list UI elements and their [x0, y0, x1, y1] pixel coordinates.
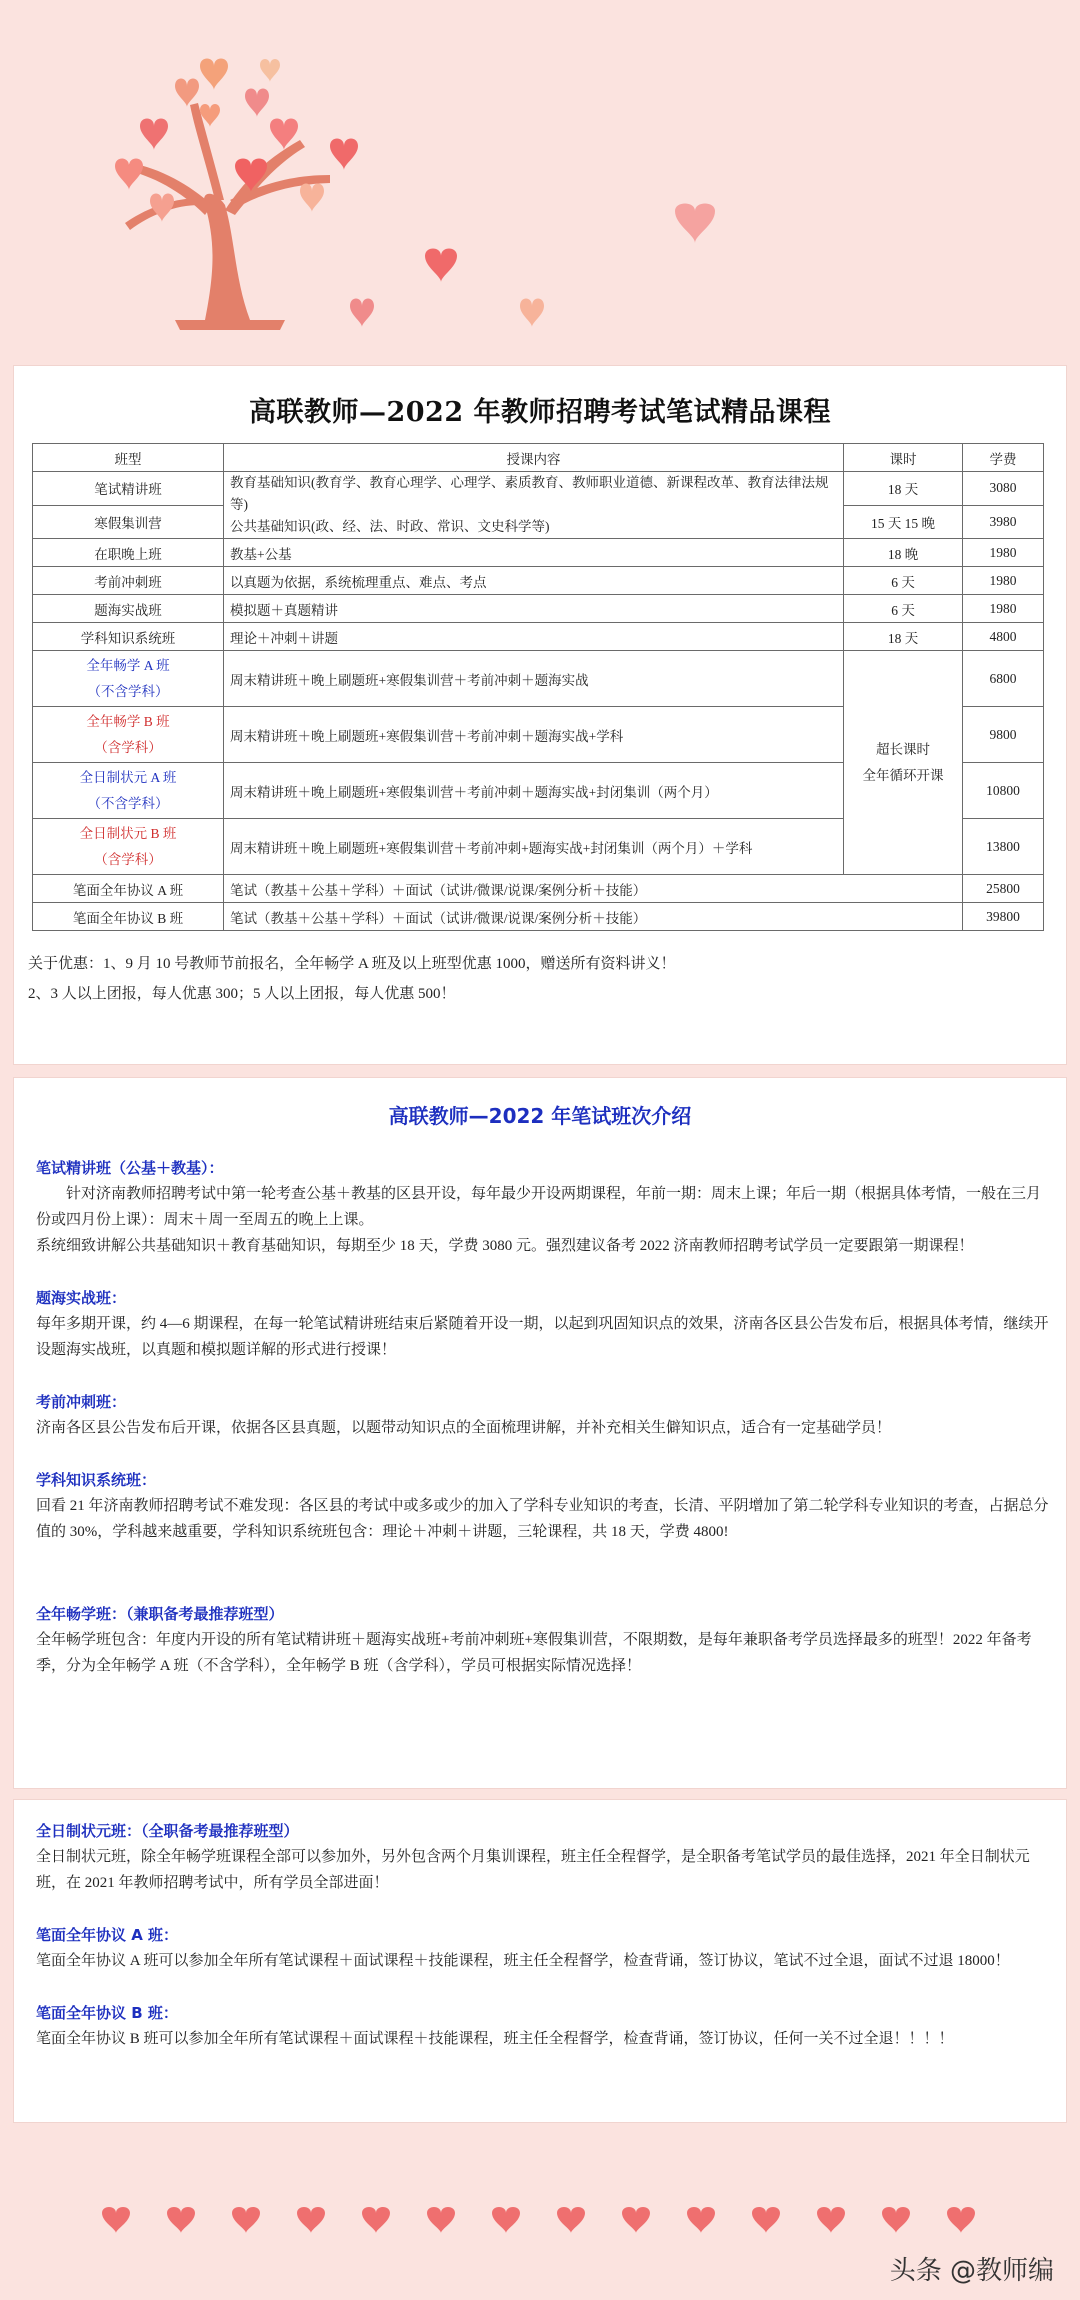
- section-agreement-a: [36, 1922, 1050, 1974]
- class-content: 周末精讲班＋晚上刷题班+寒假集训营＋考前冲刺＋题海实战+学科: [224, 707, 844, 763]
- class-name-main: 全年畅学 B 班: [86, 713, 170, 729]
- section-heading: 笔面全年协议 B 班：: [36, 2004, 178, 2022]
- section-heading: 笔面全年协议 A 班：: [36, 1926, 179, 1944]
- heart-icon: [817, 2207, 845, 2233]
- table-row: [33, 651, 1044, 707]
- section-text: 全年畅学班包含：年度内开设的所有笔试精讲班＋题海实战班+考前冲刺班+寒假集训营，不限期数，是每年兼职备考学员选择最多的班型！2022 年备考季，分为全年畅学 A 班（不含学科），全年畅学 B 班（含学科），学员可根据实际情况选择！: [36, 1632, 1032, 1674]
- class-hours: 18 天: [844, 472, 963, 506]
- class-name: [33, 763, 224, 819]
- section-heading: 全年畅学班：（兼职备考最推荐班型）: [36, 1605, 284, 1623]
- class-hours: 18 天: [844, 623, 963, 651]
- section-text: 笔面全年协议 A 班可以参加全年所有笔试课程＋面试课程＋技能课程，班主任全程督学，检查背诵，签订协议，笔试不过全退，面试不过退 18000！: [36, 1953, 1010, 1969]
- class-name-sub: （含学科）: [94, 851, 162, 867]
- class-fee: 4800: [963, 623, 1044, 651]
- class-hours: 6 天: [844, 567, 963, 595]
- heart-icon: [492, 2207, 520, 2233]
- heart-tree-illustration: [0, 0, 1080, 360]
- class-fee: 39800: [963, 903, 1044, 931]
- class-name: 学科知识系统班: [33, 623, 224, 651]
- section-heading: 考前冲刺班：: [36, 1393, 127, 1411]
- heart-icon: [947, 2207, 975, 2233]
- section-full-year: [36, 1601, 1050, 1679]
- class-fee: 3080: [963, 472, 1044, 506]
- class-hours: 15 天 15 晚: [844, 505, 963, 539]
- heart-icon: [232, 2207, 260, 2233]
- source-watermark: 头条 @教师编: [889, 2256, 1054, 2286]
- header-fee: 学费: [963, 444, 1044, 472]
- discount-line: 关于优惠：1、9 月 10 号教师节前报名，全年畅学 A 班及以上班型优惠 1000，赠送所有资料讲义！: [28, 956, 676, 972]
- intro-title: 高联教师—2022 年笔试班次介绍: [388, 1104, 692, 1128]
- class-fee: 25800: [963, 875, 1044, 903]
- course-table: [32, 443, 1044, 931]
- class-content: 模拟题＋真题精讲: [224, 595, 844, 623]
- class-content: 教基+公基: [224, 539, 844, 567]
- heart-icon: [362, 2207, 390, 2233]
- class-fee: 9800: [963, 707, 1044, 763]
- header-class-type: 班型: [33, 444, 224, 472]
- class-name-sub: （不含学科）: [87, 795, 169, 811]
- section-subject-system: [36, 1467, 1050, 1545]
- heart-icon: [752, 2207, 780, 2233]
- class-name-main: 全日制状元 B 班: [79, 825, 177, 841]
- section-text: 全日制状元班，除全年畅学班课程全部可以参加外，另外包含两个月集训课程，班主任全程督学，是全职备考笔试学员的最佳选择，2021 年全日制状元班，在 2021 年教师招聘考试中，所有学员全部进面！: [36, 1849, 1030, 1891]
- class-content-line: 公共基础知识(政、经、法、时政、常识、文史科学等): [230, 519, 550, 534]
- class-name: 题海实战班: [33, 595, 224, 623]
- heart-icon: [687, 2207, 715, 2233]
- section-written-intensive: [36, 1155, 1050, 1259]
- section-heading: 笔试精讲班（公基＋教基）：: [36, 1159, 224, 1177]
- class-name: [33, 819, 224, 875]
- section-text: 系统细致讲解公共基础知识＋教育基础知识，每期至少 18 天，学费 3080 元。强烈建议备考 2022 济南教师招聘考试学员一定要跟第一期课程！: [36, 1238, 974, 1254]
- section-sprint: [36, 1389, 1050, 1441]
- class-name: 笔面全年协议 B 班: [33, 903, 224, 931]
- class-fee: 13800: [963, 819, 1044, 875]
- class-name-sub: （不含学科）: [87, 683, 169, 699]
- section-agreement-b: [36, 2000, 1050, 2052]
- hearts-row-decoration: [0, 2205, 1080, 2235]
- class-hours: 6 天: [844, 595, 963, 623]
- class-name: 笔试精讲班: [33, 472, 224, 506]
- class-fee: 1980: [963, 539, 1044, 567]
- table-header-row: [33, 444, 1044, 472]
- class-name: 在职晚上班: [33, 539, 224, 567]
- table-row: [33, 472, 1044, 506]
- class-fee: 1980: [963, 567, 1044, 595]
- section-text: 笔面全年协议 B 班可以参加全年所有笔试课程＋面试课程＋技能课程，班主任全程督学，检查背诵，签订协议，任何一关不过全退！！！！: [36, 2031, 954, 2047]
- class-content: 理论＋冲刺＋讲题: [224, 623, 844, 651]
- class-content: [224, 472, 844, 539]
- class-name: 寒假集训营: [33, 505, 224, 539]
- merged-hours-line: 全年循环开课: [862, 767, 944, 783]
- heart-icon: [882, 2207, 910, 2233]
- class-content: 笔试（教基＋公基＋学科）＋面试（试讲/微课/说课/案例分析＋技能）: [224, 903, 963, 931]
- section-heading: 题海实战班：: [36, 1289, 127, 1307]
- merged-hours: [844, 651, 963, 875]
- class-content: 周末精讲班＋晚上刷题班+寒假集训营＋考前冲刺＋题海实战: [224, 651, 844, 707]
- class-fee: 6800: [963, 651, 1044, 707]
- heart-icon: [557, 2207, 585, 2233]
- intro-card-2: [14, 1800, 1066, 2122]
- class-name: 笔面全年协议 A 班: [33, 875, 224, 903]
- heart-icon: [167, 2207, 195, 2233]
- class-name: [33, 651, 224, 707]
- class-name-sub: （含学科）: [94, 739, 162, 755]
- class-name: 考前冲刺班: [33, 567, 224, 595]
- class-fee: 3980: [963, 505, 1044, 539]
- discount-line: 2、3 人以上团报，每人优惠 300；5 人以上团报，每人优惠 500！: [28, 986, 456, 1002]
- table-row: [33, 623, 1044, 651]
- section-text: 回看 21 年济南教师招聘考试不难发现：各区县的考试中或多或少的加入了学科专业知识的考查，长清、平阴增加了第二轮学科专业知识的考查，占据总分值的 30%，学科越来越重要，学科知识系统班包含：理论＋冲刺＋讲题，三轮课程，共 18 天，学费 4800!: [36, 1498, 1049, 1540]
- heart-icon: [427, 2207, 455, 2233]
- table-row: [33, 539, 1044, 567]
- class-content-line: 教育基础知识(教育学、教育心理学、心理学、素质教育、教师职业道德、新课程改革、教育法律法规等): [230, 475, 829, 512]
- section-text: 济南各区县公告发布后开课，依据各区县真题，以题带动知识点的全面梳理讲解，并补充相关生僻知识点，适合有一定基础学员！: [36, 1420, 892, 1436]
- table-row: [33, 875, 1044, 903]
- section-fulltime: [36, 1818, 1050, 1896]
- discount-note: [28, 949, 1066, 1009]
- class-name-main: 全日制状元 A 班: [79, 769, 177, 785]
- course-table-card: [14, 366, 1066, 1064]
- table-row: [33, 595, 1044, 623]
- class-name-main: 全年畅学 A 班: [86, 657, 170, 673]
- tree-hearts: [115, 59, 715, 328]
- heart-icon: [102, 2207, 130, 2233]
- heart-icon: [622, 2207, 650, 2233]
- table-row: [33, 903, 1044, 931]
- section-heading: 全日制状元班：（全职备考最推荐班型）: [36, 1822, 299, 1840]
- class-name: [33, 707, 224, 763]
- class-content: 周末精讲班＋晚上刷题班+寒假集训营＋考前冲刺＋题海实战+封闭集训（两个月）: [224, 763, 844, 819]
- heart-icon: [297, 2207, 325, 2233]
- section-heading: 学科知识系统班：: [36, 1471, 157, 1489]
- course-table-title: 高联教师—2022 年教师招聘考试笔试精品课程: [248, 397, 832, 428]
- class-fee: 10800: [963, 763, 1044, 819]
- header-content: 授课内容: [224, 444, 844, 472]
- table-row: [33, 567, 1044, 595]
- header-hours: 课时: [844, 444, 963, 472]
- merged-hours-line: 超长课时: [876, 741, 930, 757]
- class-content: 以真题为依据，系统梳理重点、难点、考点: [224, 567, 844, 595]
- section-text: 每年多期开课，约 4—6 期课程，在每一轮笔试精讲班结束后紧随着开设一期，以起到巩固知识点的效果，济南各区县公告发布后，根据具体考情，继续开设题海实战班，以真题和模拟题详解的形式进行授课！: [36, 1316, 1049, 1358]
- class-content: 周末精讲班＋晚上刷题班+寒假集训营＋考前冲刺+题海实战+封闭集训（两个月）＋学科: [224, 819, 844, 875]
- intro-card: [14, 1078, 1066, 1788]
- section-text: 针对济南教师招聘考试中第一轮考查公基＋教基的区县开设，每年最少开设两期课程，年前一期：周末上课；年后一期（根据具体考情，一般在三月份或四月份上课）：周末＋周一至周五的晚上上课。: [36, 1186, 1042, 1228]
- class-hours: 18 晚: [844, 539, 963, 567]
- class-fee: 1980: [963, 595, 1044, 623]
- class-content: 笔试（教基＋公基＋学科）＋面试（试讲/微课/说课/案例分析＋技能）: [224, 875, 963, 903]
- section-practice: [36, 1285, 1050, 1363]
